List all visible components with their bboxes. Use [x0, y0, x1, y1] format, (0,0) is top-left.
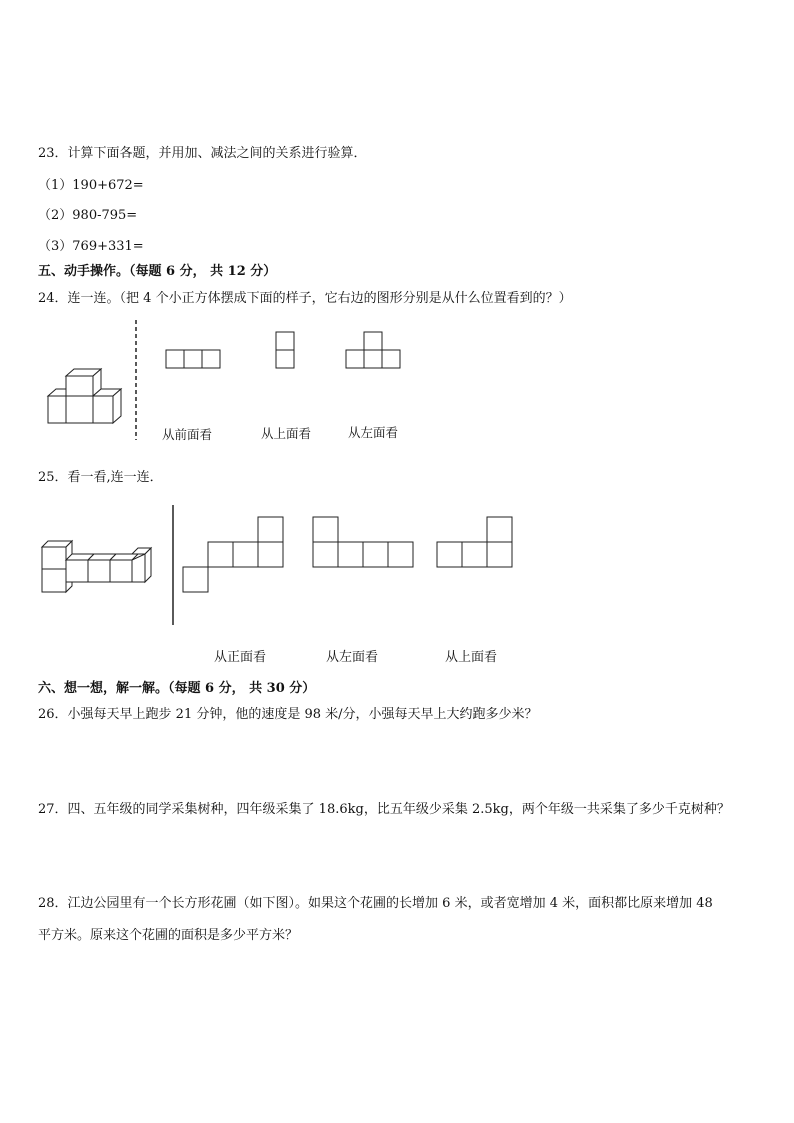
q25-title: 25．看一看,连一连． — [38, 470, 163, 485]
q26-text: 26．小强每天早上跑步 21 分钟，他的速度是 98 米/分，小强每天早上大约跑多少米？ — [38, 707, 538, 722]
q28-text-line1: 28．江边公园里有一个长方形花圃（如下图）。如果这个花圃的长增加 6 米，或者宽增加 4 米，面积都比原来增加 48 — [38, 896, 713, 911]
q24-title: 24．连一连。（把 4 个小正方体摆成下面的样子，它右边的图形分别是从什么位置看到的？） — [38, 291, 572, 306]
q24-label-front: 从前面看 — [162, 427, 213, 442]
q24-view-left — [345, 331, 405, 371]
q25-label-front: 从正面看 — [214, 650, 267, 665]
q25-cube-figure — [40, 540, 155, 595]
q23-title: 23．计算下面各题，并用加、减法之间的关系进行验算． — [38, 146, 367, 161]
q24-dashed-divider — [134, 320, 138, 440]
q25-divider — [171, 505, 175, 625]
q24-label-left: 从左面看 — [348, 425, 399, 440]
q23-item-2: （2）980-795= — [38, 208, 138, 223]
q24-label-top: 从上面看 — [261, 426, 312, 441]
q27-text: 27．四、五年级的同学采集树种，四年级采集了 18.6kg，比五年级少采集 2.5kg，两个年级一共采集了多少千克树种？ — [38, 802, 730, 817]
q24-cube-figure — [40, 365, 130, 430]
q23-item-1: （1）190+672= — [38, 178, 144, 193]
q25-view-c — [436, 516, 516, 570]
q28-text-line2: 平方米。原来这个花圃的面积是多少平方米？ — [38, 928, 299, 943]
q24-view-front — [165, 349, 223, 371]
q25-label-left: 从左面看 — [326, 650, 379, 665]
q23-item-3: （3）769+331= — [38, 239, 144, 254]
q25-view-b — [312, 516, 416, 570]
q25-label-top: 从上面看 — [445, 650, 498, 665]
q25-view-a — [182, 516, 286, 596]
section-6-heading: 六、想一想，解一解。（每题 6 分， 共 30 分） — [38, 681, 316, 696]
q24-view-top — [275, 331, 297, 371]
section-5-heading: 五、动手操作。（每题 6 分， 共 12 分） — [38, 264, 277, 279]
